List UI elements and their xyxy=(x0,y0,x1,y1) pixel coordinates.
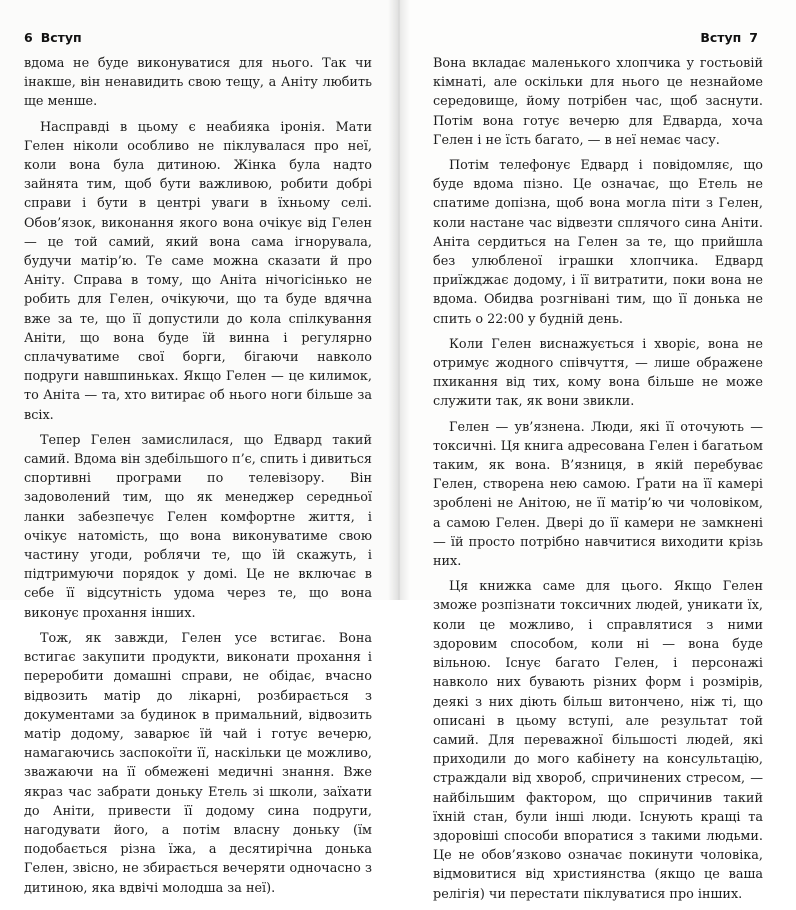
right-page xyxy=(398,0,796,902)
left-page-header xyxy=(24,30,82,45)
paragraph: Насправді в цьому є неабияка іронія. Мати Гелен ніколи особливо не піклувалася про неї, коли вона була дитиною. Жінка була надто зайнята тим, щоб бути важливою, робити добрі справи і бути в центрі уваги в їхньому селі. Обов’язок, виконання якого вона очікує від Гелен — це той самий, який вона сама ігнорувала, будучи матір’ю. Те саме можна сказати й про Аніту. Справа в тому, що Аніта нічогісінько не робить для Гелен, очікуючи, що та буде вдячна вже за те, що її допустили до кола спілкування Аніти, що вона буде їй винна і регулярно сплачуватиме свої борги, бігаючи навколо подруги навшпиньках. Якщо Гелен — це килимок, то Аніта — та, хто витирає об нього ноги більше за всіх. xyxy=(24,119,372,423)
paragraph: Вона вкладає маленького хлопчика у гостьовій кімнаті, але оскільки для нього це незнайоме середовище, йому потрібен час, щоб заснути. Потім вона готує вечерю для Едварда, хоча Гелен і не їсть багато, — в неї немає часу. xyxy=(433,56,763,148)
left-page xyxy=(0,0,398,896)
left-page-number: 6 xyxy=(24,30,33,45)
paragraph: Коли Гелен виснажується і хворіє, вона не отримує жодного співчуття, — лише ображене пхикання від тих, кому вона більше не може служити так, як вони звикли. xyxy=(433,336,763,410)
paragraph: Потім телефонує Едвард і повідомляє, що буде вдома пізно. Це означає, що Етель не спатиме допізна, щоб вона могла піти з Гелен, коли настане час відвезти сплячого сина Аніти. Аніта сердиться на Гелен за те, що прийшла без улюбленої іграшки хлопчика. Едвард приїжджає додому, і її витратити, поки вона не вдома. Обидва розгнівані тим, що її донька не спить о 22:00 у будній день. xyxy=(433,158,763,327)
right-page-header xyxy=(700,30,758,45)
paragraph: Тож, як завжди, Гелен усе встигає. Вона встигає закупити продукти, виконати прохання і переробити домашні справи, не обідає, вчасно відвозить матір до лікарні, розбирається з документами за будинок в примальний, відвозить матір додому, заварює їй чай і готує вечерю, намагаючись заспокоїти її, наскільки це можливо, зважаючи на її обмежені медичні знання. Вже якраз час забрати доньку Етель зі школи, заїхати до Аніти, привести її додому сина подруги, нагодувати його, а потім власну доньку (їм подобається різна їжа, а десятирічна донька Гелен, звісно, не збирається вечеряти одночасно з дитиною, яка вдвічі молодша за неї). xyxy=(24,630,372,896)
paragraph: Гелен — ув’язнена. Люди, які її оточують — токсичні. Ця книга адресована Гелен і багатьом таким, як вона. В’язниця, в якій перебуває Гелен, створена нею самою. Ґрати на її камері зроблені не Анітою, не її матір’ю чи чоловіком, а самою Гелен. Двері до її камери не замкнені — їй просто потрібно навчитися виходити крізь них. xyxy=(433,419,763,570)
right-running-head: Вступ xyxy=(700,30,742,45)
right-page-number: 7 xyxy=(749,30,758,45)
left-running-head: Вступ xyxy=(40,30,82,45)
left-page-body xyxy=(24,54,372,904)
paragraph: вдома не буде виконуватися для нього. Так чи інакше, він ненавидить свою тещу, а Аніту любить ще менше. xyxy=(24,56,372,110)
paragraph: Тепер Гелен замислилася, що Едвард такий самий. Вдома він здебільшого п’є, спить і дивиться спортивні програми по телевізору. Він задоволений тим, що як менеджер середньої ланки забезпечує Гелен комфортне життя, і очікує натомість, що вона виконуватиме свою частину угоди, роблячи те, що їй скажуть, і підтримуючи порядок у домі. Це не включає в себе її відсутність удома через те, що вона виконує прохання інших. xyxy=(24,432,372,621)
paragraph: Ця книжка саме для цього. Якщо Гелен зможе розпізнати токсичних людей, уникати їх, коли це можливо, і справлятися з ними здоровим способом, коли ні — вона буде вільною. Існує багато Гелен, і персонажі навколо них бувають різних форм і розмірів, деякі з них діють більш витончено, ніж ті, що описані в цьому вступі, але результат той самий. Для переважної більшості людей, які приходили до мого кабінету на консультацію, страждали від хвороб, спричинених стресом, — найбільшим фактором, що спричинив такий їхній стан, були інші люди. Існують кращі та здоровіші способи впоратися з такими людьми. Це не обов’язково означає покинути чоловіка, відмовитися від християнства (якщо це ваша релігія) чи перестати піклуватися про інших. xyxy=(433,579,763,902)
right-page-body xyxy=(433,54,763,910)
